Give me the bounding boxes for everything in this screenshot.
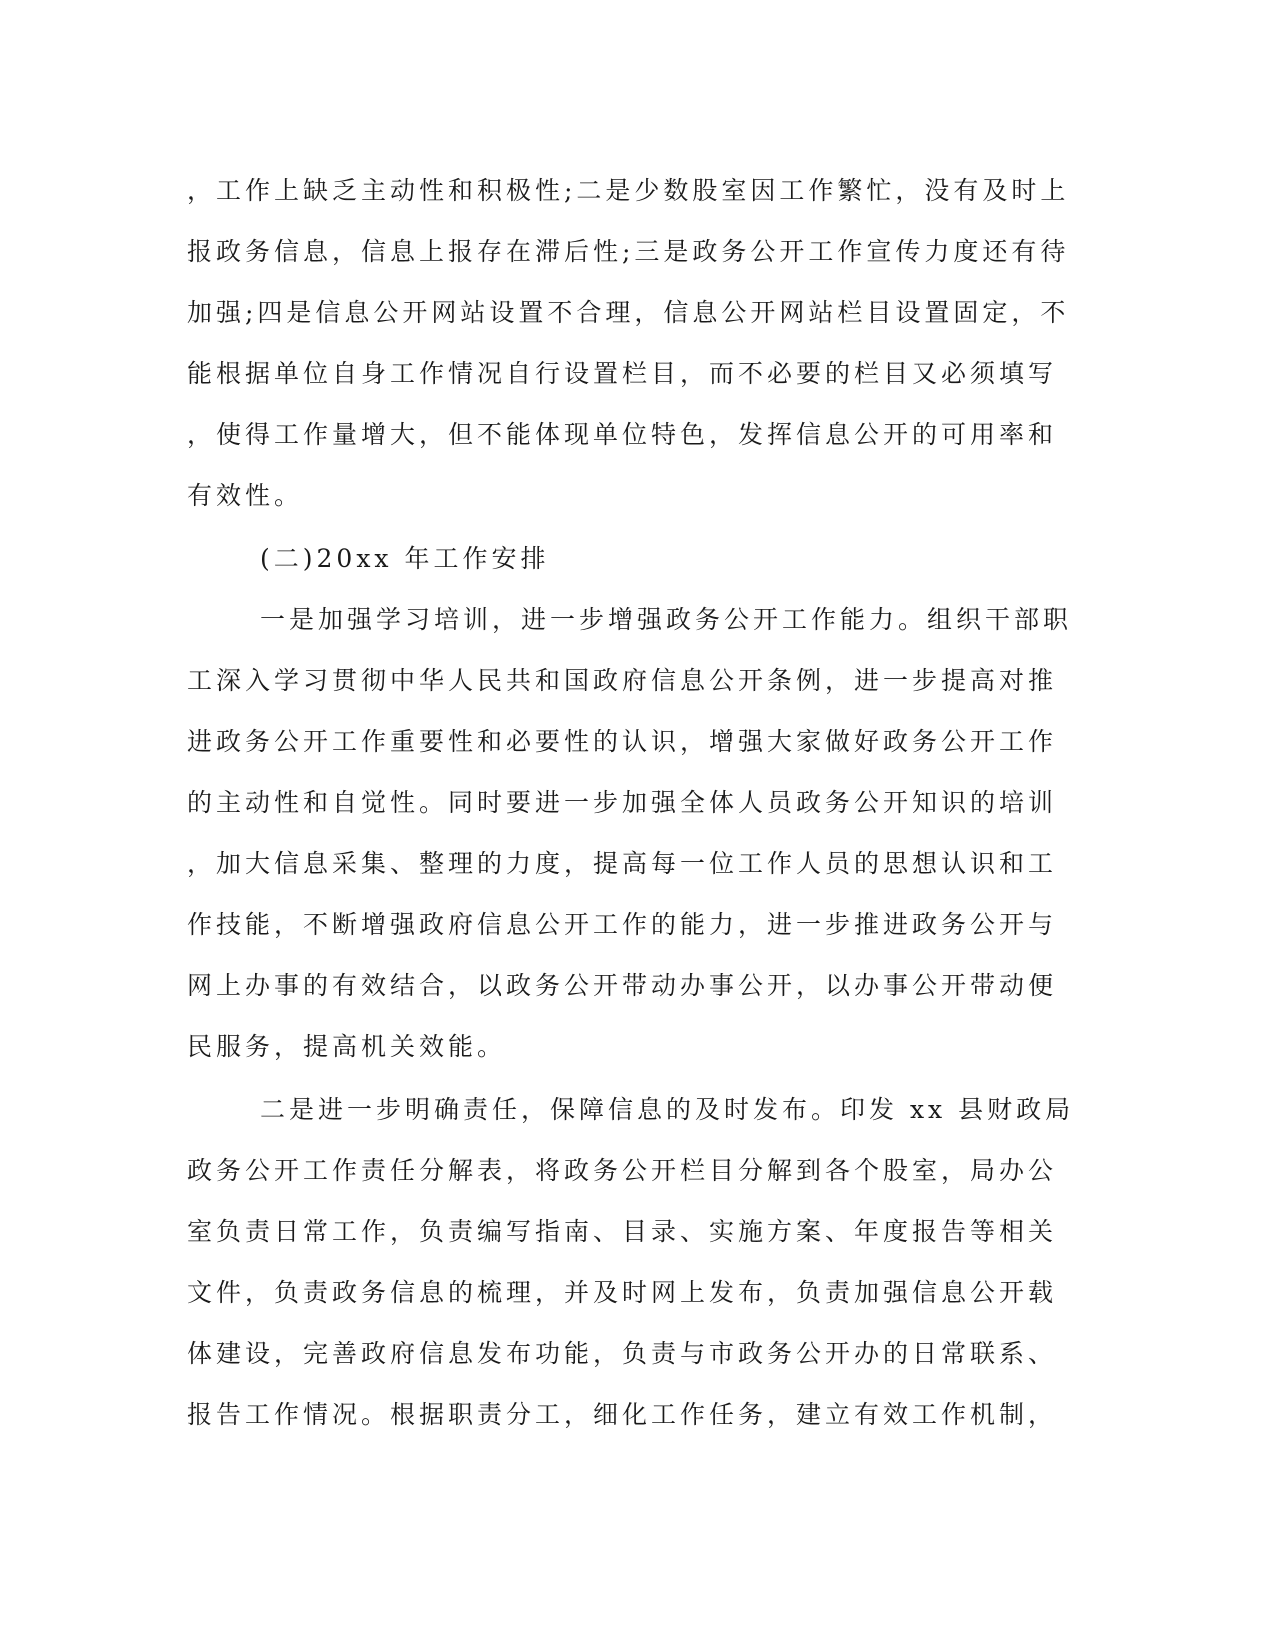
text-line: 网上办事的有效结合，以政务公开带动办事公开，以办事公开带动便: [187, 971, 1058, 1000]
paragraph-problems: [187, 160, 1070, 526]
text-line: 政务公开工作责任分解表，将政务公开栏目分解到各个股室，局办公: [187, 1156, 1058, 1185]
paragraph-training: [187, 589, 1073, 1077]
text-line: 报政务信息，信息上报存在滞后性;三是政务公开工作宣传力度还有待: [187, 237, 1070, 266]
text-line: 有效性。: [187, 481, 304, 510]
text-line: 一是加强学习培训，进一步增强政务公开工作能力。组织干部职: [260, 605, 1073, 634]
section-heading: [187, 528, 1067, 589]
text-line: 的主动性和自觉性。同时要进一步加强全体人员政务公开知识的培训: [187, 788, 1058, 817]
text-line: 报告工作情况。根据职责分工，细化工作任务，建立有效工作机制，: [187, 1400, 1058, 1429]
text-line: 室负责日常工作，负责编写指南、目录、实施方案、年度报告等相关: [187, 1217, 1058, 1246]
text-line: ，工作上缺乏主动性和积极性;二是少数股室因工作繁忙，没有及时上: [187, 176, 1070, 205]
paragraph-responsibility: [187, 1079, 1075, 1445]
text-line: 民服务，提高机关效能。: [187, 1032, 507, 1061]
text-line: 作技能，不断增强政府信息公开工作的能力，进一步推进政务公开与: [187, 910, 1058, 939]
text-line: 加强;四是信息公开网站设置不合理，信息公开网站栏目设置固定，不: [187, 298, 1070, 327]
text-line: 工深入学习贯彻中华人民共和国政府信息公开条例，进一步提高对推: [187, 666, 1058, 695]
text-line: ，加大信息采集、整理的力度，提高每一位工作人员的思想认识和工: [187, 849, 1058, 878]
text-line: 体建设，完善政府信息发布功能，负责与市政务公开办的日常联系、: [187, 1339, 1058, 1368]
text-line: ，使得工作量增大，但不能体现单位特色，发挥信息公开的可用率和: [187, 420, 1058, 449]
text-line: 二是进一步明确责任，保障信息的及时发布。印发 xx 县财政局: [260, 1095, 1075, 1124]
text-line: 文件，负责政务信息的梳理，并及时网上发布，负责加强信息公开载: [187, 1278, 1058, 1307]
text-line: 能根据单位自身工作情况自行设置栏目，而不必要的栏目又必须填写: [187, 359, 1058, 388]
text-line: 进政务公开工作重要性和必要性的认识，增强大家做好政务公开工作: [187, 727, 1058, 756]
section-heading-text: (二)20xx 年工作安排: [260, 544, 550, 573]
